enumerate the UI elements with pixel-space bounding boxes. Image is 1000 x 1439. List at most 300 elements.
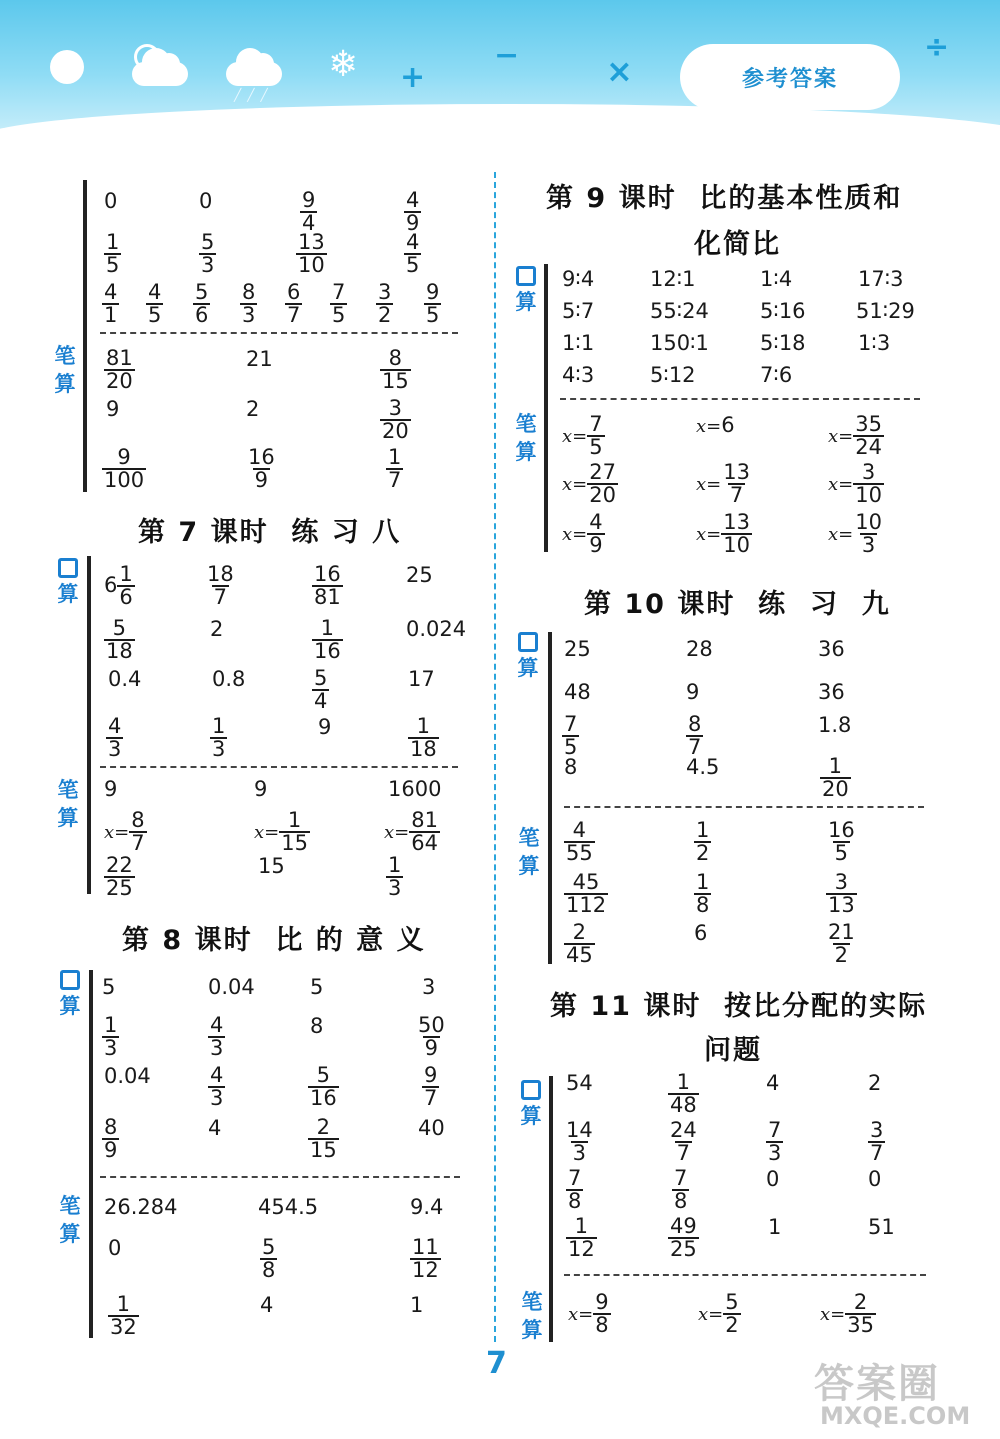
denominator: 7 (870, 1141, 884, 1165)
answer-item: 1.8 (818, 713, 852, 737)
answer-item: 3 (422, 975, 436, 999)
numerator: 81 (411, 808, 438, 832)
bracket-line (83, 180, 87, 492)
label-text: 笔 (54, 344, 76, 368)
x-prefix: x= (104, 822, 130, 843)
answer-item (826, 922, 857, 966)
denominator: 8 (262, 1258, 276, 1282)
answer-item (285, 282, 302, 326)
answer-item (564, 1120, 595, 1164)
fraction (108, 1294, 139, 1338)
fraction (564, 1120, 595, 1164)
answer-item: 4 (766, 1071, 780, 1095)
fraction (587, 414, 604, 458)
answer-item: 4∶3 (562, 363, 595, 387)
denominator: 2 (834, 943, 849, 967)
denominator: 3 (768, 1141, 782, 1165)
label-text: 算 (521, 1318, 543, 1342)
x-prefix: x= (562, 474, 588, 495)
label-text: 算 (515, 440, 537, 464)
section-separator (560, 398, 920, 400)
answer-item: 0.04 (104, 1064, 151, 1088)
answer-item: 9 (686, 680, 700, 704)
denominator: 3 (242, 303, 256, 327)
cloud-icon (132, 62, 188, 86)
denominator: 4 (314, 689, 328, 713)
fraction (246, 447, 277, 491)
label-text: 算 (57, 806, 79, 830)
answer-item (210, 716, 227, 760)
answer-item (696, 414, 735, 438)
answer-item (696, 512, 752, 556)
fraction (380, 348, 411, 392)
written-calc-label (55, 776, 81, 832)
answer-item: 1∶1 (562, 331, 595, 355)
fraction (593, 1292, 610, 1336)
answer-item (826, 872, 857, 916)
denominator: 15 (310, 1138, 337, 1162)
answer-item: 28 (686, 637, 713, 661)
answer-item: 0 (104, 189, 118, 213)
fraction (562, 714, 579, 758)
answer-item (102, 1015, 119, 1059)
fraction (853, 462, 884, 506)
answer-item (384, 810, 440, 854)
numerator: 50 (418, 1013, 445, 1037)
denominator: 5 (834, 841, 849, 865)
fraction (386, 447, 403, 491)
answer-item: 4 (208, 1116, 222, 1140)
answer-item (766, 1120, 783, 1164)
fraction (668, 1216, 699, 1260)
answer-item (820, 1292, 876, 1336)
x-prefix: x= (828, 426, 854, 447)
answer-item (828, 462, 884, 506)
denominator: 13 (828, 893, 855, 917)
answer-item (564, 872, 608, 916)
fraction (102, 447, 146, 491)
column-divider (494, 172, 496, 1342)
denominator: 9 (589, 533, 603, 557)
fraction (826, 820, 857, 864)
oral-calc-label (513, 266, 539, 316)
numerator: 1 (212, 714, 226, 738)
numerator: 1 (696, 870, 710, 894)
numerator: 3 (378, 280, 392, 304)
denominator: 10 (855, 483, 882, 507)
answer-item (410, 1237, 441, 1281)
answer-item: 2 (210, 617, 224, 641)
fraction (672, 1168, 689, 1212)
denominator: 8 (568, 1189, 582, 1213)
denominator: 15 (382, 369, 409, 393)
fraction (408, 716, 439, 760)
numerator: 4 (406, 230, 420, 254)
numerator: 1 (828, 754, 843, 778)
denominator: 20 (382, 419, 409, 443)
lesson-title: 第 8 课时 比 的 意 义 (122, 925, 426, 956)
answer-item (104, 810, 147, 854)
answer-item (562, 462, 618, 506)
answer-value (587, 510, 604, 557)
answer-key-badge: 参考答案 (680, 44, 900, 110)
denominator: 6 (195, 303, 209, 327)
answer-item (404, 190, 421, 234)
numerator: 10 (855, 510, 882, 534)
answer-value (853, 510, 884, 557)
denominator: 3 (201, 253, 215, 277)
answer-item (564, 922, 595, 966)
answer-item (208, 1015, 225, 1059)
numerator: 81 (106, 346, 133, 370)
denominator: 3 (104, 1036, 118, 1060)
numerator: 4 (210, 1063, 224, 1087)
answer-item: 0 (766, 1167, 780, 1191)
answer-item: 0.4 (108, 667, 142, 691)
bracket-line (548, 632, 552, 964)
answer-item (312, 668, 329, 712)
fraction (826, 872, 857, 916)
numerator: 49 (670, 1214, 697, 1238)
answer-item (199, 232, 216, 276)
answer-item: 9 (104, 777, 118, 801)
written-calc-label (57, 1192, 83, 1248)
fraction (587, 462, 618, 506)
answer-item: 9 (318, 715, 332, 739)
oral-box-icon (521, 1080, 541, 1100)
answer-item (668, 1072, 699, 1116)
label-text: 算 (59, 994, 81, 1018)
fraction (285, 282, 302, 326)
denominator: 9 (406, 211, 420, 235)
numerator: 5 (316, 1063, 331, 1087)
answer-value (593, 1290, 610, 1337)
denominator: 9 (424, 1036, 439, 1060)
fraction (409, 810, 440, 854)
fraction (820, 756, 851, 800)
answer-item: 1 (410, 1293, 424, 1317)
denominator: 3 (861, 533, 876, 557)
numerator: 18 (207, 562, 234, 586)
answer-value (723, 1290, 740, 1337)
answer-item (828, 512, 884, 556)
label-text: 算 (57, 582, 79, 606)
answer-item: 9.4 (410, 1195, 444, 1219)
fraction (308, 1065, 339, 1109)
answer-item: 4.5 (686, 755, 720, 779)
answer-value (853, 460, 884, 507)
answer-item: 0 (108, 1236, 122, 1260)
denominator: 81 (314, 585, 341, 609)
fraction (404, 232, 421, 276)
oral-calc-label (55, 558, 81, 608)
answer-item: 36 (818, 637, 845, 661)
divide-icon: ÷ (924, 30, 950, 65)
page-number: 7 (486, 1346, 507, 1381)
answer-item (380, 348, 411, 392)
denominator: 5 (332, 303, 346, 327)
lesson-title: 第 11 课时 按比分配的实际 (550, 991, 928, 1022)
fraction (723, 1292, 740, 1336)
answer-item (404, 232, 421, 276)
x-prefix: x= (696, 474, 722, 495)
answer-item: 150∶1 (650, 331, 709, 355)
numerator: 13 (298, 230, 325, 254)
fraction (766, 1120, 783, 1164)
mixed-whole: 6 (104, 573, 118, 597)
fraction (721, 512, 752, 556)
numerator: 16 (314, 562, 341, 586)
answer-item (416, 1015, 447, 1059)
denominator: 5 (148, 303, 162, 327)
denominator: 10 (298, 253, 325, 277)
watermark-url: MXQE.COM (820, 1402, 971, 1430)
answer-item (868, 1120, 885, 1164)
fraction (117, 564, 134, 608)
denominator: 10 (723, 533, 750, 557)
denominator: 1 (104, 303, 118, 327)
numerator: 22 (106, 853, 133, 877)
numerator: 2 (853, 1290, 868, 1314)
numerator: 1 (676, 1070, 691, 1094)
fraction (386, 855, 403, 899)
fraction (566, 1168, 583, 1212)
answer-item (696, 462, 752, 506)
answer-item: 7∶6 (760, 363, 793, 387)
label-text: 笔 (59, 1194, 81, 1218)
denominator: 7 (213, 585, 228, 609)
oral-box-icon (518, 632, 538, 652)
written-calc-label (52, 342, 78, 398)
answer-item (694, 872, 711, 916)
numerator: 16 (828, 818, 855, 842)
denominator: 8 (674, 1189, 688, 1213)
answer-item (308, 1117, 339, 1161)
denominator: 2 (378, 303, 392, 327)
fraction (102, 1015, 119, 1059)
answer-item: 0.8 (212, 667, 246, 691)
fraction (853, 414, 884, 458)
written-calc-label (513, 410, 539, 466)
numerator: 5 (725, 1290, 739, 1314)
denominator: 55 (566, 841, 593, 865)
numerator: 7 (589, 412, 603, 436)
answer-value: 6 (721, 413, 735, 437)
answer-item: 454.5 (258, 1195, 319, 1219)
denominator: 20 (106, 369, 133, 393)
numerator: 5 (262, 1235, 276, 1259)
fraction (104, 232, 121, 276)
fraction (686, 714, 703, 758)
label-text: 算 (515, 290, 537, 314)
fraction (104, 348, 135, 392)
numerator: 8 (131, 808, 145, 832)
answer-item: 25 (406, 563, 433, 587)
numerator: 1 (696, 818, 710, 842)
denominator: 7 (424, 1086, 438, 1110)
fraction (422, 1065, 439, 1109)
denominator: 3 (210, 1086, 224, 1110)
numerator: 9 (424, 1063, 438, 1087)
denominator: 25 (670, 1237, 697, 1261)
answer-item: 15 (258, 854, 285, 878)
numerator: 1 (416, 714, 431, 738)
numerator: 8 (104, 1115, 118, 1139)
fraction (146, 282, 163, 326)
numerator: 9 (426, 280, 440, 304)
numerator: 7 (674, 1166, 688, 1190)
answer-item (104, 348, 135, 392)
numerator: 1 (104, 1013, 118, 1037)
answer-item (566, 1216, 597, 1260)
sun-icon (50, 50, 84, 84)
denominator: 32 (110, 1315, 137, 1339)
x-prefix: x= (828, 474, 854, 495)
denominator: 2 (725, 1313, 739, 1337)
fraction (330, 282, 347, 326)
numerator: 5 (314, 666, 328, 690)
denominator: 48 (670, 1093, 697, 1117)
fraction (845, 1292, 876, 1336)
numerator: 7 (768, 1118, 782, 1142)
numerator: 5 (195, 280, 209, 304)
denominator: 12 (568, 1237, 595, 1261)
oral-box-icon (58, 558, 78, 578)
numerator: 4 (210, 1013, 224, 1037)
written-calc-label (516, 824, 542, 880)
denominator: 100 (104, 468, 145, 492)
answer-item (408, 716, 439, 760)
answer-item (106, 716, 123, 760)
answer-value (721, 460, 752, 507)
numerator: 8 (388, 346, 403, 370)
numerator: 16 (248, 445, 275, 469)
bracket-line (544, 264, 548, 552)
x-prefix: x= (562, 426, 588, 447)
answer-item (300, 190, 317, 234)
answer-item (104, 855, 135, 899)
fraction (279, 810, 310, 854)
answer-item (104, 618, 135, 662)
fraction (260, 1237, 277, 1281)
answer-item: 0 (868, 1167, 882, 1191)
numerator: 1 (574, 1214, 589, 1238)
section-separator (564, 806, 924, 808)
fraction (668, 1072, 699, 1116)
answer-item (254, 810, 310, 854)
label-text: 笔 (518, 826, 540, 850)
label-text: 算 (520, 1104, 542, 1128)
denominator: 112 (566, 893, 607, 917)
bracket-line (89, 970, 93, 1338)
answer-item: 0.024 (406, 617, 467, 641)
denominator: 5 (589, 435, 603, 459)
answer-item: 21 (246, 347, 273, 371)
denominator: 7 (287, 303, 301, 327)
fraction (721, 462, 752, 506)
numerator: 1 (116, 1292, 131, 1316)
denominator: 18 (410, 737, 437, 761)
oral-box-icon (516, 266, 536, 286)
label-text: 算 (54, 372, 76, 396)
label-text: 算 (59, 1222, 81, 1246)
denominator: 7 (131, 831, 145, 855)
answer-item (828, 414, 884, 458)
numerator: 21 (828, 920, 855, 944)
fraction (404, 190, 421, 234)
lesson-title: 第 7 课时 练 习 八 (138, 517, 402, 548)
fraction (193, 282, 210, 326)
x-prefix: x= (696, 416, 722, 437)
x-prefix: x= (820, 1304, 846, 1325)
numerator: 1 (320, 616, 335, 640)
fraction (199, 232, 216, 276)
answer-item: 2 (246, 397, 260, 421)
answer-item (208, 1065, 225, 1109)
numerator: 14 (566, 1118, 593, 1142)
answer-item: 54 (566, 1071, 593, 1095)
denominator: 8 (696, 893, 710, 917)
numerator: 3 (834, 870, 849, 894)
answer-item (686, 714, 703, 758)
fraction (564, 872, 608, 916)
oral-calc-label (518, 1080, 544, 1130)
fraction (868, 1120, 885, 1164)
answer-value (279, 808, 310, 855)
answer-value (721, 510, 752, 557)
watermark-text: 答案圈 (814, 1361, 940, 1407)
numerator: 1 (106, 230, 120, 254)
denominator: 16 (314, 639, 341, 663)
label-text: 笔 (521, 1290, 543, 1314)
x-prefix: x= (568, 1304, 594, 1325)
bracket-line (87, 556, 91, 894)
numerator: 4 (148, 280, 162, 304)
fraction (102, 282, 119, 326)
watermark-logo (808, 1352, 993, 1436)
written-calc-label (519, 1288, 545, 1344)
answer-item: 26.284 (104, 1195, 178, 1219)
x-prefix: x= (696, 524, 722, 545)
lesson-title: 问题 (704, 1035, 762, 1066)
denominator: 35 (847, 1313, 874, 1337)
answer-item (312, 564, 343, 608)
answer-item: 48 (564, 680, 591, 704)
fraction (205, 564, 236, 608)
answer-item (568, 1292, 611, 1336)
answer-item (564, 820, 595, 864)
fraction (308, 1117, 339, 1161)
answer-item (668, 1120, 699, 1164)
answer-value (587, 460, 618, 507)
numerator: 5 (112, 616, 127, 640)
x-prefix: x= (384, 822, 410, 843)
denominator: 2 (696, 841, 710, 865)
denominator: 18 (106, 639, 133, 663)
answer-item: 8 (564, 755, 578, 779)
x-prefix: x= (828, 524, 854, 545)
numerator: 6 (287, 280, 301, 304)
answer-item (102, 1117, 119, 1161)
numerator: 1 (388, 853, 402, 877)
numerator: 2 (316, 1115, 331, 1139)
answer-item (104, 564, 135, 608)
numerator: 13 (723, 460, 750, 484)
numerator: 3 (870, 1118, 884, 1142)
denominator: 5 (406, 253, 420, 277)
numerator: 1 (388, 445, 402, 469)
numerator: 7 (332, 280, 346, 304)
